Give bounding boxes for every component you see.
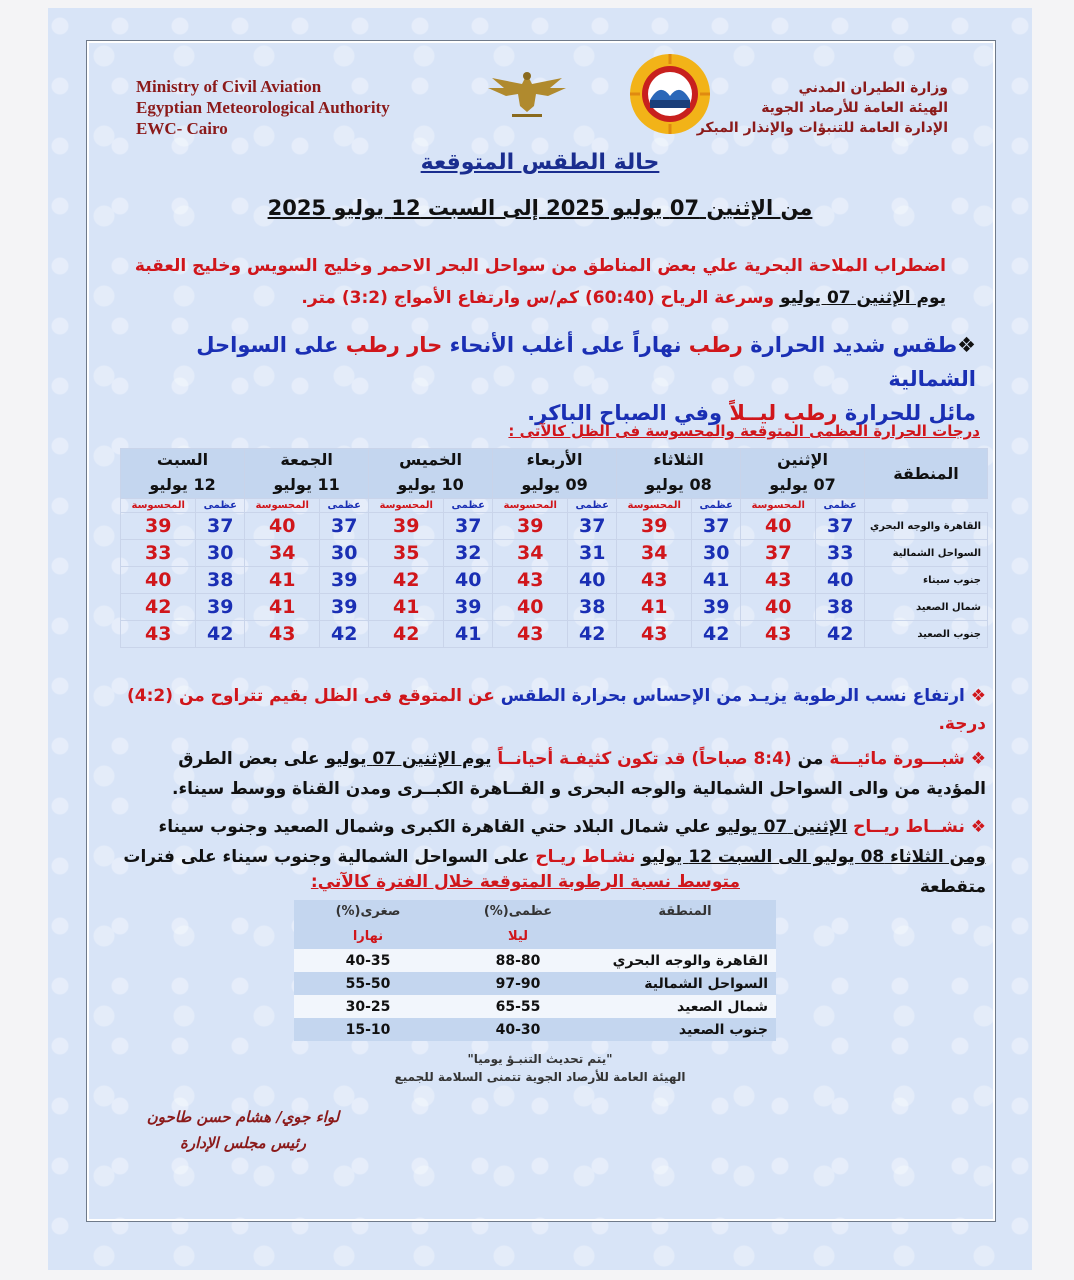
max-temp-cell: 42 <box>692 621 741 648</box>
day-date: 07 يوليو <box>741 470 865 499</box>
note-text: (8:4 صباحاً) قد تكون كثيفـة أحيانــاً <box>497 749 792 769</box>
region-name: السواحل الشمالية <box>865 540 988 567</box>
note-text: ومن الثلاثاء 08 يوليو الى السبت 12 يوليو <box>641 847 986 867</box>
region-name: شمال الصعيد <box>865 594 988 621</box>
felt-temp-cell: 41 <box>245 594 320 621</box>
table-day-row <box>121 449 988 471</box>
felt-temp-cell: 40 <box>245 513 320 540</box>
felt-temp-cell: 40 <box>741 513 816 540</box>
page-title: حالة الطقس المتوقعة <box>420 150 660 175</box>
humidity-table <box>294 900 776 1041</box>
note-text: عن المتوقع فى الظل بقيم تتراوح من (4:2) درجة. <box>127 686 986 734</box>
max-temp-cell: 42 <box>320 621 369 648</box>
max-label: عظمى <box>320 499 369 513</box>
note-text: الإثنين 07 يوليو <box>716 817 848 837</box>
humidity-max: 40-30 <box>442 1018 594 1041</box>
felt-temp-cell: 43 <box>617 567 692 594</box>
day-name: الجمعة <box>245 449 369 471</box>
felt-temp-cell: 42 <box>369 621 444 648</box>
felt-label: المحسوسة <box>741 499 816 513</box>
table-row <box>121 540 988 567</box>
note-fog <box>116 744 986 804</box>
marine-warning-day: يوم الإثنين 07 يوليو <box>779 288 946 308</box>
humidity-region: السواحل الشمالية <box>594 972 776 995</box>
max-temp-cell: 39 <box>320 594 369 621</box>
humidity-header-row <box>294 900 776 923</box>
felt-temp-cell: 43 <box>617 621 692 648</box>
humidity-min: 15-10 <box>294 1018 442 1041</box>
humidity-max-header: عظمى(%) <box>442 900 594 923</box>
signature-block <box>120 1104 366 1156</box>
temperatures-heading: درجات الحرارة العظمى المتوقعة والمحسوسة فى الظل كالآتى : <box>508 422 980 440</box>
update-note: "يتم تحديث التنبـؤ يوميا" <box>467 1052 613 1066</box>
max-temp-cell: 40 <box>568 567 617 594</box>
diamond-bullet-icon: ❖ <box>964 686 986 706</box>
felt-temp-cell: 34 <box>617 540 692 567</box>
max-temp-cell: 40 <box>444 567 493 594</box>
max-temp-cell: 39 <box>692 594 741 621</box>
max-temp-cell: 39 <box>196 594 245 621</box>
table-row <box>121 567 988 594</box>
table-row <box>121 621 988 648</box>
felt-temp-cell: 43 <box>493 567 568 594</box>
humidity-region: القاهرة والوجه البحري <box>594 949 776 972</box>
humidity-min-header: صغرى(%) <box>294 900 442 923</box>
max-label: عظمى <box>196 499 245 513</box>
note-text: علي شمال البلاد حتي القاهرة الكبرى وشمال الصعيد وجنوب سيناء <box>158 817 711 837</box>
summary-text: على السواحل الشمالية <box>196 333 976 391</box>
felt-temp-cell: 42 <box>121 594 196 621</box>
note-text: المؤدية من والى السواحل الشمالية والوجه البحرى و القــاهرة الكبــرى ومدن القناة ووسط سيناء. <box>172 779 986 799</box>
day-name: السبت <box>121 449 245 471</box>
day-name: الخميس <box>369 449 493 471</box>
felt-label: المحسوسة <box>369 499 444 513</box>
felt-temp-cell: 41 <box>245 567 320 594</box>
note-text: على السواحل الشمالية وجنوب سيناء على فترات متقطعة <box>123 847 986 897</box>
header-arabic <box>668 78 948 138</box>
authority-name-en: Egyptian Meteorological Authority <box>136 98 390 117</box>
felt-temp-cell: 43 <box>493 621 568 648</box>
region-name: جنوب سيناء <box>865 567 988 594</box>
felt-temp-cell: 43 <box>741 621 816 648</box>
max-temp-cell: 42 <box>196 621 245 648</box>
summary-text: نهاراً على أغلب الأنحاء <box>449 333 682 357</box>
table-date-row <box>121 470 988 499</box>
note-text: شبـــورة مائيـــة <box>829 749 965 769</box>
felt-temp-cell: 39 <box>493 513 568 540</box>
humidity-min: 55-50 <box>294 972 442 995</box>
humidity-region: جنوب الصعيد <box>594 1018 776 1041</box>
felt-temp-cell: 41 <box>369 594 444 621</box>
table-row <box>294 995 776 1018</box>
felt-temp-cell: 37 <box>741 540 816 567</box>
felt-temp-cell: 43 <box>245 621 320 648</box>
summary-text: رطب <box>688 333 743 357</box>
max-temp-cell: 41 <box>444 621 493 648</box>
day-date: 12 يوليو <box>121 470 245 499</box>
felt-temp-cell: 40 <box>493 594 568 621</box>
felt-label: المحسوسة <box>617 499 692 513</box>
felt-temp-cell: 42 <box>369 567 444 594</box>
diamond-bullet-icon: ❖ <box>964 817 986 837</box>
max-temp-cell: 37 <box>320 513 369 540</box>
table-label-row <box>121 499 988 513</box>
max-temp-cell: 37 <box>444 513 493 540</box>
weather-summary <box>116 328 976 430</box>
max-label: عظمى <box>692 499 741 513</box>
max-temp-cell: 39 <box>444 594 493 621</box>
header-english <box>136 76 390 139</box>
max-label: عظمى <box>816 499 865 513</box>
day-name: الإثنين <box>741 449 865 471</box>
summary-line1 <box>116 328 976 396</box>
max-temp-cell: 37 <box>692 513 741 540</box>
humidity-min: 30-25 <box>294 995 442 1018</box>
empty-cell <box>865 499 988 513</box>
diamond-bullet-icon: ❖ <box>964 749 986 769</box>
max-temp-cell: 38 <box>196 567 245 594</box>
department-name-ar: الإدارة العامة للتنبؤات والإنذار المبكر <box>696 120 948 136</box>
max-label: عظمى <box>444 499 493 513</box>
day-date: 10 يوليو <box>369 470 493 499</box>
humidity-max: 88-80 <box>442 949 594 972</box>
summary-text: مائل للحرارة <box>844 401 976 425</box>
max-temp-cell: 31 <box>568 540 617 567</box>
ministry-name-en: Ministry of Civil Aviation <box>136 77 322 96</box>
marine-warning <box>110 250 946 314</box>
felt-label: المحسوسة <box>245 499 320 513</box>
marine-warning-line2 <box>110 282 946 314</box>
table-row <box>121 594 988 621</box>
note-text: نشــاط ريــاح <box>853 817 965 837</box>
felt-temp-cell: 34 <box>493 540 568 567</box>
summary-text: ليــلاً <box>729 401 777 425</box>
max-temp-cell: 37 <box>816 513 865 540</box>
humidity-min-sub: نهارا <box>294 923 442 949</box>
notes-section <box>116 682 986 902</box>
felt-label: المحسوسة <box>493 499 568 513</box>
max-label: عظمى <box>568 499 617 513</box>
signatory-title: رئيس مجلس الإدارة <box>180 1134 306 1152</box>
max-temp-cell: 41 <box>692 567 741 594</box>
ministry-name-ar: وزارة الطيران المدني <box>798 80 948 96</box>
summary-text: رطب <box>783 401 838 425</box>
note-humidity <box>116 682 986 738</box>
max-temp-cell: 37 <box>568 513 617 540</box>
felt-temp-cell: 39 <box>121 513 196 540</box>
humidity-region: شمال الصعيد <box>594 995 776 1018</box>
max-temp-cell: 38 <box>816 594 865 621</box>
felt-temp-cell: 43 <box>741 567 816 594</box>
temperature-table <box>120 448 988 648</box>
region-name: القاهرة والوجه البحري <box>865 513 988 540</box>
table-row <box>294 1018 776 1041</box>
day-date: 11 يوليو <box>245 470 369 499</box>
day-date: 09 يوليو <box>493 470 617 499</box>
note-text: من <box>797 749 824 769</box>
humidity-min: 40-35 <box>294 949 442 972</box>
max-temp-cell: 39 <box>320 567 369 594</box>
humidity-max: 97-90 <box>442 972 594 995</box>
diamond-bullet-icon: ❖ <box>957 333 976 357</box>
max-temp-cell: 42 <box>816 621 865 648</box>
center-name-en: EWC- Cairo <box>136 119 228 138</box>
max-temp-cell: 30 <box>692 540 741 567</box>
day-name: الأربعاء <box>493 449 617 471</box>
authority-name-ar: الهيئة العامة للأرصاد الجوية <box>761 100 948 116</box>
max-temp-cell: 42 <box>568 621 617 648</box>
table-row <box>121 513 988 540</box>
max-temp-cell: 33 <box>816 540 865 567</box>
max-temp-cell: 37 <box>196 513 245 540</box>
table-row <box>294 949 776 972</box>
day-name: الثلاثاء <box>617 449 741 471</box>
summary-text: طقس شديد الحرارة <box>750 333 958 357</box>
felt-temp-cell: 34 <box>245 540 320 567</box>
felt-label: المحسوسة <box>121 499 196 513</box>
felt-temp-cell: 40 <box>121 567 196 594</box>
felt-temp-cell: 39 <box>617 513 692 540</box>
summary-text: وفي الصباح الباكر. <box>527 401 723 425</box>
note-text: ارتفاع نسب الرطوبة يزيـد من الإحساس بحرارة الطقس <box>500 686 965 706</box>
felt-temp-cell: 39 <box>369 513 444 540</box>
humidity-heading: متوسط نسبة الرطوبة المتوقعة خلال الفترة كالآتي: <box>310 872 740 892</box>
note-text: نشـاط ريـاح <box>535 847 636 867</box>
day-date: 08 يوليو <box>617 470 741 499</box>
region-header: المنطقة <box>865 449 988 499</box>
table-row <box>294 972 776 995</box>
felt-temp-cell: 41 <box>617 594 692 621</box>
max-temp-cell: 38 <box>568 594 617 621</box>
humidity-max: 65-55 <box>442 995 594 1018</box>
note-text: يوم الإثنين 07 يوليو <box>325 749 492 769</box>
max-temp-cell: 40 <box>816 567 865 594</box>
max-temp-cell: 32 <box>444 540 493 567</box>
felt-temp-cell: 33 <box>121 540 196 567</box>
humidity-region-header: المنطقة <box>594 900 776 949</box>
footer-notes <box>380 1050 700 1086</box>
marine-warning-detail: وسرعة الرياح (60:40) كم/س وارتفاع الأمواج (3:2) متر. <box>301 288 775 308</box>
eagle-logo-icon <box>482 66 572 122</box>
region-name: جنوب الصعيد <box>865 621 988 648</box>
humidity-max-sub: ليلا <box>442 923 594 949</box>
signatory-name: لواء جوي/ هشام حسن طاحون <box>146 1108 340 1126</box>
max-temp-cell: 30 <box>320 540 369 567</box>
max-temp-cell: 30 <box>196 540 245 567</box>
note-text: على بعض الطرق <box>178 749 320 769</box>
felt-temp-cell: 43 <box>121 621 196 648</box>
felt-temp-cell: 40 <box>741 594 816 621</box>
safety-wish: الهيئة العامة للأرصاد الجوية تتمنى السلامة للجميع <box>394 1070 686 1084</box>
felt-temp-cell: 35 <box>369 540 444 567</box>
marine-warning-line1: اضطراب الملاحة البحرية علي بعض المناطق من سواحل البحر الاحمر وخليج السويس وخليج العقبة <box>134 256 946 276</box>
forecast-period: من الإثنين 07 يوليو 2025 إلى السبت 12 يوليو 2025 <box>267 196 813 220</box>
summary-text: حار رطب <box>345 333 443 357</box>
